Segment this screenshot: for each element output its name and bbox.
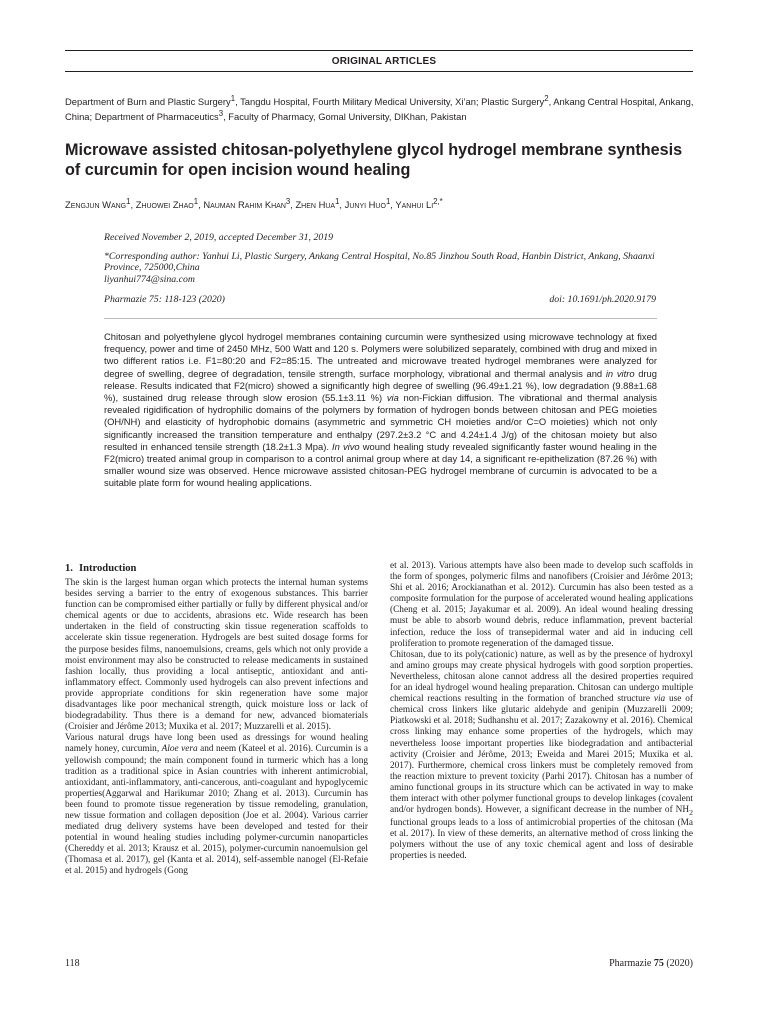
author-name: Junyi Huo bbox=[344, 199, 386, 211]
abstract-italic: In vivo bbox=[332, 440, 360, 452]
author-affiliation-marker: 1 bbox=[193, 197, 199, 206]
affiliation bbox=[65, 93, 695, 123]
author-affiliation-marker: 1 bbox=[126, 197, 131, 206]
author-list bbox=[65, 197, 695, 210]
paper-title: Microwave assisted chitosan-polyethylene glycol hydrogel membrane synthesis of curcumin for open incision wound healing bbox=[65, 141, 683, 179]
author-email: liyanhui774@sina.com bbox=[104, 273, 195, 285]
footer-journal-name: Pharmazie bbox=[609, 958, 654, 969]
body-text: functional groups leads to a loss of antimicrobial properties of the chitosan (Ma et al. 2017). In view of these demerits, an alternative method of cross linking the polymers without the use of any toxic chemical agent and loss of desirable properties is needed. bbox=[390, 818, 693, 862]
received-date: Received November 2, 2019, accepted December 31, 2019 bbox=[104, 232, 334, 243]
affiliation-text: Department of Burn and Plastic Surgery bbox=[65, 96, 231, 108]
body-subscript: 2 bbox=[689, 807, 693, 817]
footer-journal bbox=[609, 958, 693, 969]
author-affiliation-marker: 1 bbox=[385, 197, 391, 206]
author-name: Zhuowei Zhao bbox=[135, 199, 194, 211]
doi: doi: 10.1691/ph.2020.9179 bbox=[549, 294, 656, 305]
abstract bbox=[104, 331, 657, 490]
author-name: Zengjun Wang bbox=[65, 199, 127, 211]
body-paragraph bbox=[390, 650, 693, 863]
page-number: 118 bbox=[65, 958, 80, 969]
affiliation-text: , Faculty of Pharmacy, Gomal University, DIKhan, Pakistan bbox=[223, 111, 467, 123]
body-text: Various natural drugs have long been used as dressings for wound healing namely honey, curcumin, bbox=[65, 733, 368, 755]
top-rule bbox=[65, 50, 693, 51]
affiliation-marker: 1 bbox=[230, 94, 236, 103]
abstract-italic: via bbox=[386, 392, 399, 404]
abstract-text: non-Fickian diffusion. The vibrational and thermal analysis revealed rigidification of hydrophilic domains of the polymers by formation of hydrogen bonds between chitosan and PEG moieties (OH/NH) and elasticity of hydrophobic domains (asymmetric and symmetric CH moieties and/or C=O moieties) which not only significantly increased the transition temperature and enthalpy (297.2±3.2 °C and 4.24±1.4 J/g) of the chitosan moiety but also resulted in enhanced tensile strength (18.2±1.3 Mpa). bbox=[104, 392, 657, 452]
section-rule bbox=[65, 71, 693, 72]
affiliation-marker: 2 bbox=[544, 94, 549, 103]
section-heading bbox=[65, 563, 368, 574]
citation-line bbox=[104, 294, 656, 305]
body-text: Chitosan, due to its poly(cationic) nature, as well as by the presence of hydroxyl and amino groups may create physical hydrogels with good sorption properties. Nevertheless, chitosan alone cannot address all the desired properties required for an ideal hydrogel wound healing preparation. Chitosan can undergo multiple chemical reactions resulting in the formation of branched structure bbox=[390, 649, 693, 705]
footer-year: (2020) bbox=[663, 958, 693, 969]
body-text: and neem (Kateel et al. 2016). Curcumin is a yellowish compound; the main component found in turmeric which has a long tradition as a traditional spice in Asian countries with inherent antimicrobial, antioxidant, anti-inflammatory, anti-cancerous, anti-coagulant and hypoglycemic properties(Aggarwal and Harikumar 2010; Zhang et al. 2013). Curcumin has been found to promote tissue regeneration by tissue remodeling, granulation, new tissue formation and collagen deposition (Joe et al. 2004). Various carrier mediated drug delivery systems have been developed and tested for their potential in wound healing studies including polymer-curcumin nanoparticles (Chereddy et al. 2013; Krausz et al. 2015), polymer-curcumin nanoemulsion gel (Thomasa et al. 2017), gel (Kanta et al. 2014), self-assemble nanogel (El-Refaie et al. 2015) and hydrogels (Gong bbox=[65, 744, 368, 877]
corresponding-author-text: *Corresponding author: Yanhui Li, Plastic Surgery, Ankang Central Hospital, No.85 Jinzhou South Road, Hanbin District, Ankang, Shaanxi Province, 725000,China bbox=[104, 251, 655, 274]
section-title: Introduction bbox=[78, 563, 137, 574]
author-name: Nauman Rahim Khan bbox=[203, 199, 286, 211]
footer-volume: 75 bbox=[653, 958, 664, 969]
section-number: 1. bbox=[65, 563, 73, 574]
column-left bbox=[65, 563, 368, 878]
affiliation-marker: 3 bbox=[218, 109, 224, 119]
body-italic: Aloe vera bbox=[161, 744, 198, 755]
abstract-text: Chitosan and polyethylene glycol hydrogel membranes containing curcumin were synthesized using microwave technology at fixed frequency, power and time of 2450 MHz, 500 Watt and 120 s. Polymers were solubilized separately, combined with drug and mixed in two different ratios i.e. F1=80:20 and F2=85:15. The untreated and microwave treated hydrogel membranes were analyzed for degree of swelling, degree of degradation, tensile strength, surface morphology, vibrational and thermal analysis and bbox=[104, 331, 657, 379]
author-separator: , bbox=[390, 199, 396, 211]
abstract-text: drug release. Results indicated that F2(micro) showed a significantly high degree of swelling (96.49±1.21 %), low degradation (9.88±1.68 %), sustained drug release through slow erosion (55.1±3.11 %) bbox=[104, 367, 657, 404]
abstract-italic: in vitro bbox=[605, 367, 635, 379]
author-separator: , bbox=[339, 199, 345, 211]
section-label: ORIGINAL ARTICLES bbox=[331, 56, 437, 67]
author-name: Zhen Hua bbox=[295, 199, 336, 211]
author-affiliation-marker: 3 bbox=[285, 197, 291, 206]
author-affiliation-marker: 2,* bbox=[433, 197, 443, 206]
abstract-text: wound healing study revealed significantly faster wound healing in the F2(micro) treated animal group in comparison to a control animal group where at day 14, a significant re-epithelization (87.26 %) with smaller wound size was observed. Hence microwave assisted chitosan-PEG hydrogel membrane of curcumin is advocated to be a suitable plate form for wound healing applications. bbox=[104, 440, 657, 489]
abstract-top-rule bbox=[104, 318, 657, 319]
journal-citation: Pharmazie 75: 118-123 (2020) bbox=[104, 294, 225, 305]
body-italic: via bbox=[653, 694, 666, 705]
corresponding-author bbox=[104, 251, 656, 285]
author-separator: , bbox=[198, 199, 204, 211]
author-affiliation-marker: 1 bbox=[335, 197, 340, 206]
body-text: use of chemical cross linkers like glutaric aldehyde and genipin (Muzzarelli 2009; Piatkowski et al. 2018; Sudhanshu et al. 2017; Zazakowny et al. 2016). Chemical cross linking may enhance some properties of the hydrogels, which may nevertheless loose important properties like biodegradation and antibacterial activity (Croisier and Jérôme, 2013; Eweida and Marei 2015; Muxika et al. 2017). Furthermore, chemical cross linkers must be completely removed from the reaction mixture to prevent toxicity (Parhi 2017). Chitosan has a number of amino functional groups in its structure which can be activated in way to make them interact with other polymer functional groups to develop linkages (covalent and/or hydrogen bonds). However, a significant decrease in the number of NH bbox=[390, 694, 693, 816]
affiliation-text: , Ankang Central Hospital, Ankang, China; Department of Pharmaceutics bbox=[65, 96, 694, 123]
author-separator: , bbox=[290, 199, 296, 211]
author-name: Yanhui Li bbox=[395, 199, 434, 211]
column-right bbox=[390, 561, 693, 862]
body-paragraph bbox=[65, 733, 368, 877]
body-paragraph: et al. 2013). Various attempts have also been made to develop such scaffolds in the form of sponges, polymeric films and nanofibers (Croisier and Jérôme 2013; Shi et al. 2016; Arockianathan et al. 2012). Curcumin has also been tested as a composite formulation for the purpose of accelerated wound healing applications (Cheng et al. 2015; Jayakumar et al. 2009). An ideal wound healing dressing must be able to absorb wound debris, reduce inflammation, prevent bacterial infection, reduce the loss of transepidermal water and aid in inducing cell proliferation to promote regeneration of the damaged tissue. bbox=[390, 561, 693, 649]
body-paragraph: The skin is the largest human organ which protects the internal human systems besides serving a barrier to the entry of exogenous substances. This barrier function can be compromised either partially or fully by different physical and/or chemical agents or due to accidents, abrasions etc. Wide research has been undertaken in the field of constructing skin tissue regeneration scaffolds to accelerate skin tissue regeneration. Hydrogels are best suited dosage forms for the purpose besides films, nanoemulsions, creams, gels which not only provide a moist environment may also be constructed to release medicaments in sustained fashion locally, thus providing a local antiseptic, antioxidant and anti-inflammatory effect. Commonly used hydrogels can also prevent infections and provide appropriate conditions for skin regeneration have some major disadvantages like poor mechanical strength, quick moisture loss or lack of biodegradability. Thus there is a demand for new, advanced biomaterials (Croisier and Jérôme 2013; Muxika et al. 2017; Muzzarelli et al. 2015). bbox=[65, 578, 368, 733]
author-separator: , bbox=[130, 199, 136, 211]
affiliation-text: , Tangdu Hospital, Fourth Military Medical University, Xi’an; Plastic Surgery bbox=[235, 96, 545, 108]
